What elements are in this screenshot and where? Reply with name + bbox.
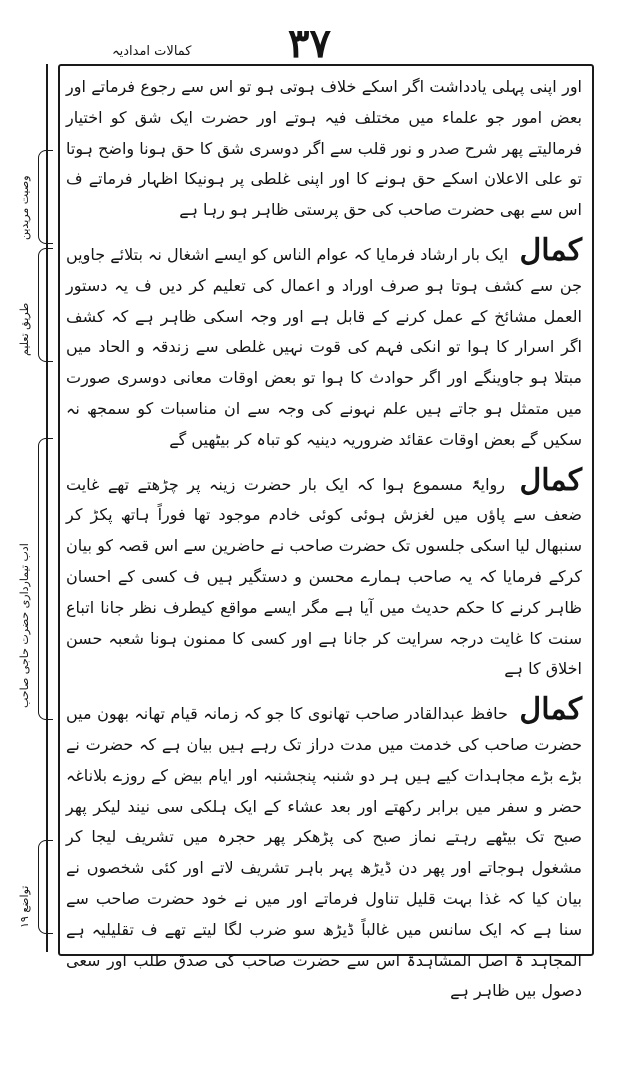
margin-bracket [38, 150, 53, 244]
paragraph-text: حافظ عبدالقادر صاحب تھانوی کا جو کہ زمانہ قیام تھانہ بھون میں حضرت صاحب کی خدمت میں مدت دراز تک رہے ہیں بیان ہے کہ حضرت نے بڑے بڑے مجاہدات کیے ہیں ہر دو شنبہ پنجشنبہ اور ایام بیض کے روزے بلاناغہ حضر و سفر میں برابر رکھتے اور بعد عشاء کے ایک ہلکی سی نیند لیکر پھر صبح تک بیٹھے رہتے نماز صبح کی پڑھکر پھر حجرہ میں تشریف لیجا کر مشغول ہوجاتے اور پھر دن ڈیڑھ پہر باہر تشریف لاتے اور کئی شخصوں نے بیان کیا کہ غذا بہت قلیل تناول فرماتے اور میں نے خود حضرت صاحب سے سنا ہے کہ ایک سانس میں غالباً ڈیڑھ سو ضرب لگا لیتے تھے ف تقلیلیہ ہے المجاہد ۃ اصل المشاہدۃ اس سے حضرت صاحب کی صدق طلب اور سعی دصول بیں ظاہر ہے [66, 704, 582, 1001]
paragraph-text: اور اپنی پہلی یادداشت اگر اسکے خلاف ہوتی ہو تو اس سے رجوع فرماتے اور بعض امور جو علماء میں مختلف فیہ ہوتے اور حضرت ایک شق کو اختیار فرمالیتے پھر شرح صدر و نور قلب سے اگر دوسری شق کا حق ہونا واضح ہوتا تو علی الاعلان اسکے حق ہونے کا اور اپنی غلطی پر ہونیکا اظہار فرماتے ف اس سے بھی حضرت صاحب کی حق پرستی ظاہر ہو رہا ہے [66, 77, 582, 220]
paragraph-3 [66, 462, 583, 686]
page-number: ۳۷ [288, 20, 331, 67]
paragraph-2 [66, 232, 583, 456]
margin-note-2: طریق تعلیم [18, 302, 31, 356]
margin-note-1: وصیت مریدین [18, 175, 31, 240]
kamal-heading: کمال [519, 462, 583, 498]
page-body [66, 72, 583, 1001]
margin-bracket [38, 248, 53, 362]
kamal-heading: کمال [519, 692, 582, 728]
paragraph-4 [66, 692, 582, 1007]
paragraph-1 [66, 72, 582, 226]
margin-bracket [38, 840, 53, 934]
margin-bracket [38, 438, 53, 720]
kamal-heading: کمال [519, 232, 583, 268]
margin-note-3: ادب تیمارداری حضرت حاجی صاحب [18, 543, 31, 708]
running-header: کمالات امدادیہ [112, 44, 192, 59]
paragraph-text: ایک بار ارشاد فرمایا کہ عوام الناس کو ایسے اشغال نہ بتلائے جاویں جن سے کشف ہوتا ہو صرف اوراد و اعمال کی تعلیم کر دیں ف یہ دستور العمل مشائخ کے عمل کرنے کے قابل ہے اور وجہ اسکی ظاہر ہے کہ کشف اگر اسرار کا ہوا تو انکی فہم کی قوت نہیں غلطی سے زندقہ و الحاد میں مبتلا ہو جاوینگے اور اگر حوادث کا ہوا تو بعض اوقات معانی دوسری صورت میں متمثل ہو جاتے ہیں علم نہونے کی وجہ سے ان مناسبات کو سمجھ نہ سکیں گے بعض اوقات عقائد ضروریہ دینیہ کو تباہ کر بیٹھیں گے [66, 244, 582, 449]
paragraph-text: روایۃً مسموع ہوا کہ ایک بار حضرت زینہ پر چڑھتے تھے غایت ضعف سے پاؤں میں لغزش ہوئی کوئی خادم موجود تھا فوراً ہاتھ پکڑ کر سنبھال لیا اسکی جلسوں تک حضرت صاحب نے حاضرین سے اس قصہ کو بیان کرکے فرمایا کہ یہ صاحب ہمارے محسن و دستگیر ہیں ف کسی کے احسان ظاہر کرنے کا حکم حدیث میں آیا ہے مگر ایسے مواقع کیطرف نظر جانا اتباع سنت کا غایت درجہ سرایت کر جانا ہے اور کسی کا ممنون ہونا شعبہ حسن اخلاق کا ہے [66, 474, 582, 679]
margin-note-4: تواضع ۱۹ [18, 885, 31, 928]
